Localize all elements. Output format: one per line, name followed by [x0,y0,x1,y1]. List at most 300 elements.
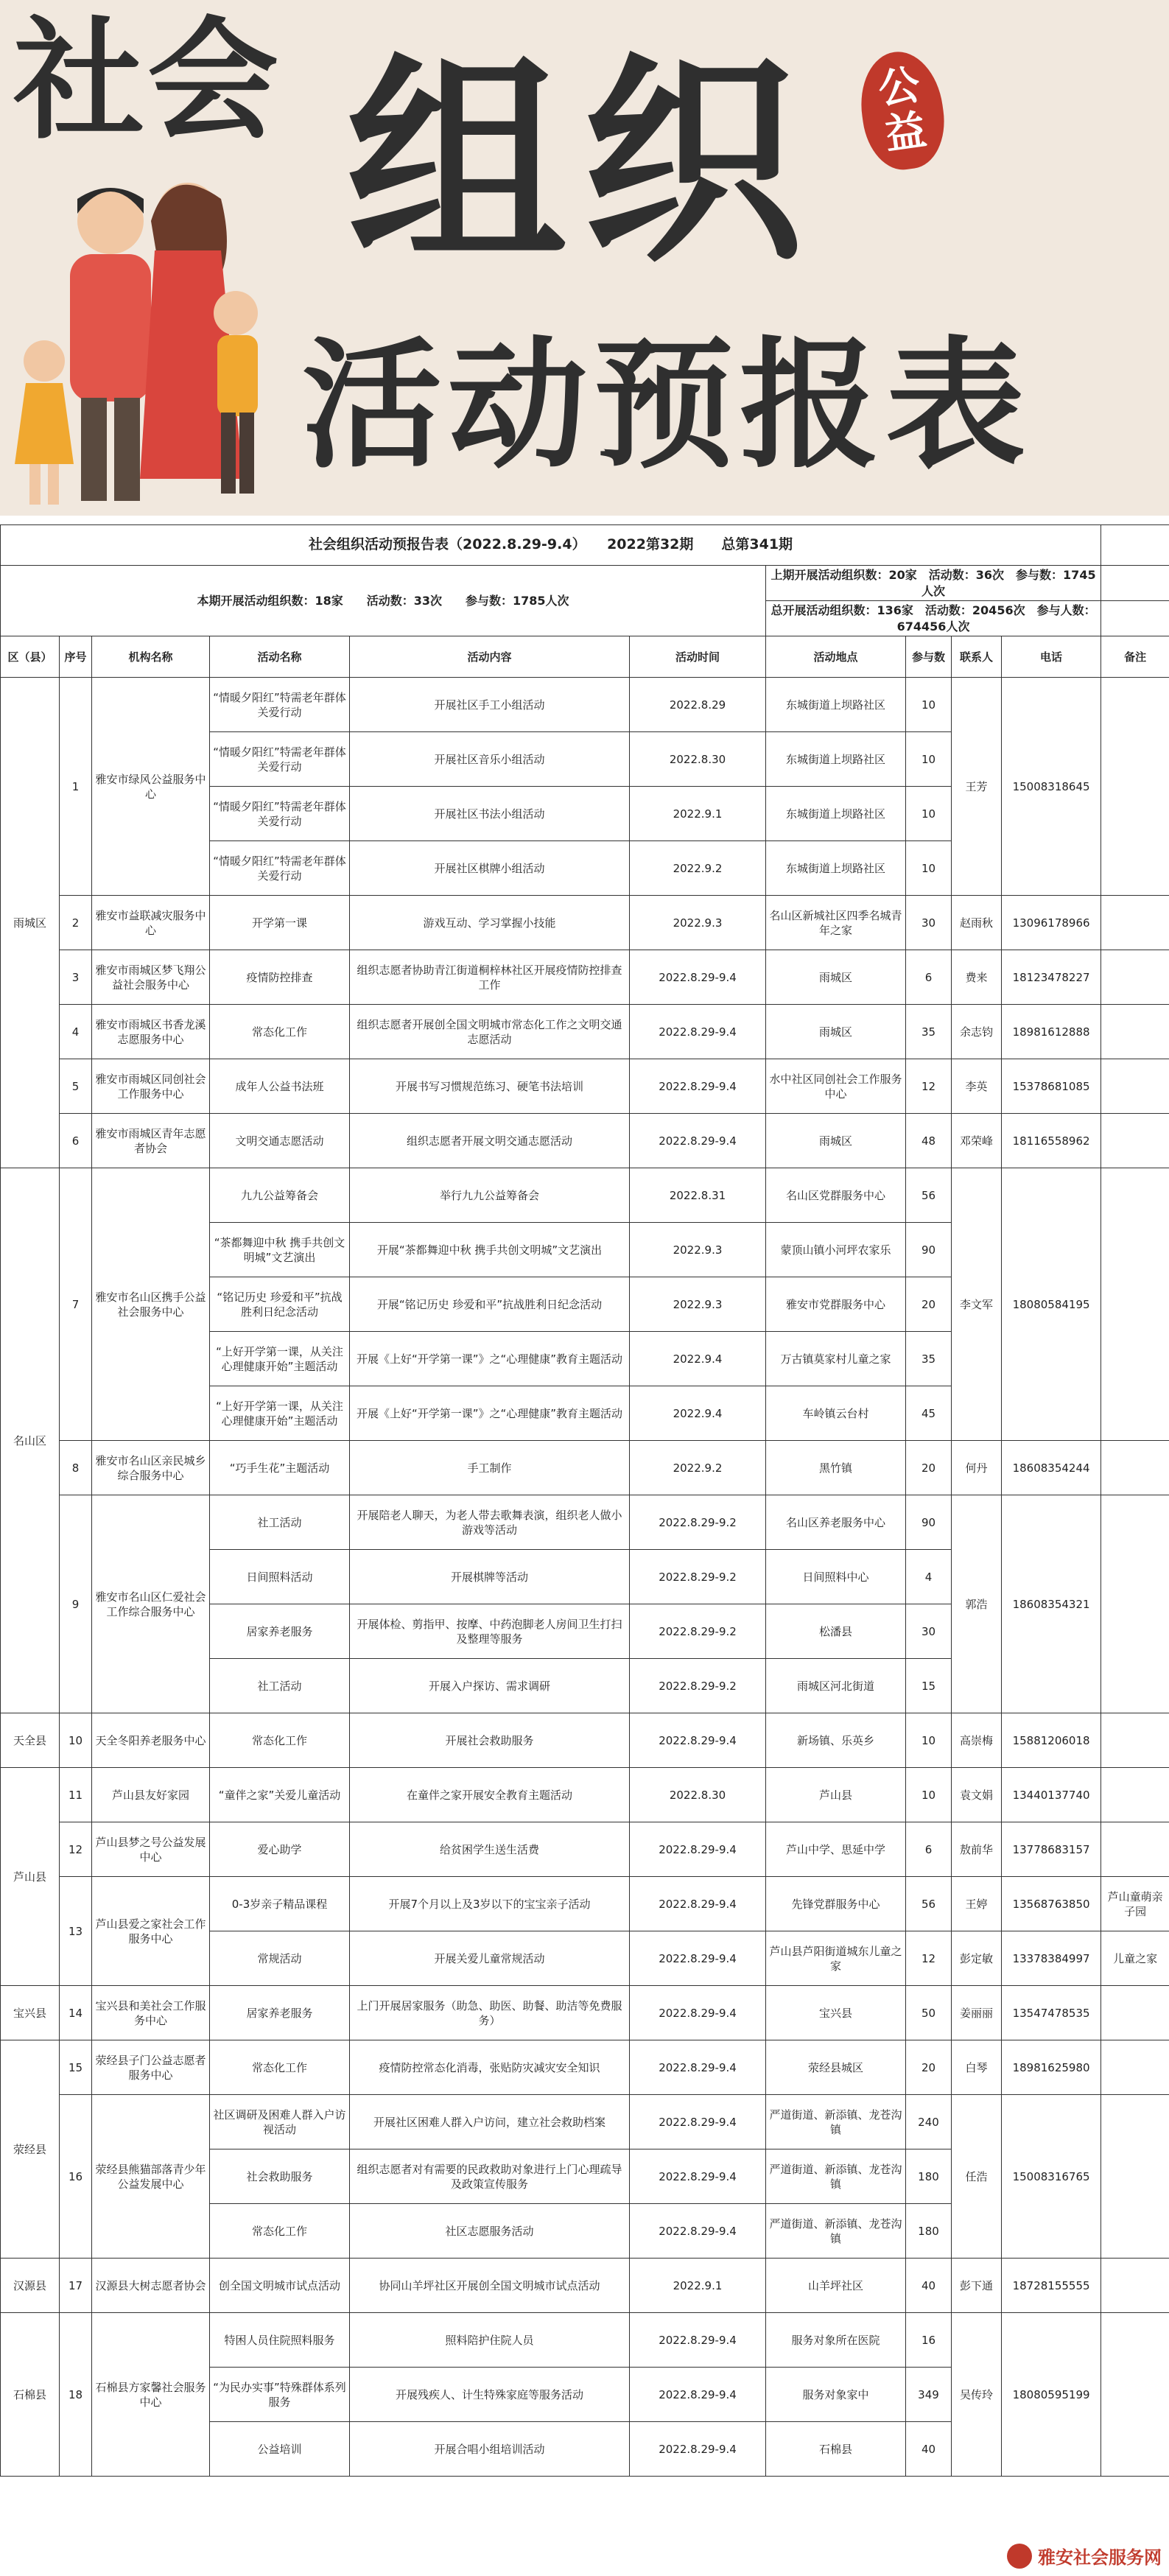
cell-note [1101,1005,1169,1059]
cell-phone: 18116558962 [1002,1114,1101,1168]
cell-content: 在童伴之家开展安全教育主题活动 [350,1768,630,1822]
cell-name: 开学第一课 [210,896,350,950]
cell-no: 17 [60,2259,92,2313]
cell-name: “上好开学第一课，从关注心理健康开始”主题活动 [210,1386,350,1441]
cell-phone: 13096178966 [1002,896,1101,950]
cell-time: 2022.8.29 [630,678,766,732]
cell-org: 雅安市名山区仁爱社会工作综合服务中心 [92,1495,210,1713]
cell-place: 石棉县 [766,2422,906,2477]
cell-name: 常态化工作 [210,1005,350,1059]
banner-title-line1: 社会 [13,3,281,157]
cell-note [1101,2095,1169,2259]
cell-content: 游戏互动、学习掌握小技能 [350,896,630,950]
cell-note [1101,1986,1169,2040]
cell-count: 6 [906,950,952,1005]
table-row [1,1713,1169,1768]
cell-contact: 何丹 [952,1441,1002,1495]
cell-name: 社工活动 [210,1659,350,1713]
cell-content: 开展合唱小组培训活动 [350,2422,630,2477]
activity-table [0,524,1169,2477]
cell-content: 开展社区困难人群入户访问，建立社会救助档案 [350,2095,630,2149]
cell-content: 开展书写习惯规范练习、硬笔书法培训 [350,1059,630,1114]
cell-place: 严道街道、新添镇、龙苍沟镇 [766,2149,906,2204]
charity-seal [854,46,950,175]
cell-count: 90 [906,1223,952,1277]
cell-contact: 余志钧 [952,1005,1002,1059]
cell-time: 2022.9.4 [630,1386,766,1441]
table-row [1,678,1169,732]
cell-place: 东城街道上坝路社区 [766,841,906,896]
cell-county: 汉源县 [1,2259,60,2313]
cell-place: 东城街道上坝路社区 [766,787,906,841]
cell-note [1101,950,1169,1005]
cell-county: 名山区 [1,1168,60,1713]
cell-name: 创全国文明城市试点活动 [210,2259,350,2313]
cell-note: 儿童之家 [1101,1931,1169,1986]
cell-count: 56 [906,1168,952,1223]
cell-count: 180 [906,2204,952,2259]
cell-time: 2022.8.29-9.4 [630,2095,766,2149]
cell-note [1101,1168,1169,1441]
cell-time: 2022.8.31 [630,1168,766,1223]
col-header-no: 序号 [60,636,92,678]
table-row [1,896,1169,950]
cell-place: 万古镇莫家村儿童之家 [766,1332,906,1386]
cell-org: 宝兴县和美社会工作服务中心 [92,1986,210,2040]
cell-name: 社工活动 [210,1495,350,1550]
cell-no: 11 [60,1768,92,1822]
cell-note [1101,2040,1169,2095]
cell-contact: 王芳 [952,678,1002,896]
cell-contact: 李文军 [952,1168,1002,1441]
cell-no: 7 [60,1168,92,1441]
cell-time: 2022.8.29-9.4 [630,1713,766,1768]
cell-count: 35 [906,1332,952,1386]
cell-count: 10 [906,678,952,732]
cell-content: 组织志愿者开展创全国文明城市常态化工作之文明交通志愿活动 [350,1005,630,1059]
cell-name: 社区调研及困难人群入户访视活动 [210,2095,350,2149]
cell-count: 50 [906,1986,952,2040]
cell-phone: 18728155555 [1002,2259,1101,2313]
cell-count: 349 [906,2368,952,2422]
banner [0,0,1169,516]
cell-contact: 彭定敏 [952,1931,1002,1986]
cell-no: 2 [60,896,92,950]
col-header-contact: 联系人 [952,636,1002,678]
cell-note [1101,1822,1169,1877]
cell-note [1101,1713,1169,1768]
cell-no: 1 [60,678,92,896]
cell-name: 爱心助学 [210,1822,350,1877]
cell-phone: 18080595199 [1002,2313,1101,2477]
cell-name: “铭记历史 珍爱和平”抗战胜利日纪念活动 [210,1277,350,1332]
cell-time: 2022.8.29-9.2 [630,1604,766,1659]
cell-org: 雅安市名山区携手公益社会服务中心 [92,1168,210,1441]
col-header-name: 活动名称 [210,636,350,678]
cell-phone: 13440137740 [1002,1768,1101,1822]
table-row [1,1059,1169,1114]
col-header-note: 备注 [1101,636,1169,678]
cell-time: 2022.9.2 [630,841,766,896]
cell-place: 松潘县 [766,1604,906,1659]
cell-time: 2022.8.29-9.2 [630,1550,766,1604]
cell-place: 雨城区 [766,1114,906,1168]
cell-note [1101,1114,1169,1168]
cell-no: 13 [60,1877,92,1986]
cell-note [1101,896,1169,950]
seal-text-top: 公 [875,61,923,115]
cell-name: “童伴之家”关爱儿童活动 [210,1768,350,1822]
cell-content: 开展棋牌等活动 [350,1550,630,1604]
cell-time: 2022.9.2 [630,1441,766,1495]
cell-name: “上好开学第一课，从关注心理健康开始”主题活动 [210,1332,350,1386]
cell-no: 16 [60,2095,92,2259]
cell-contact: 赵雨秋 [952,896,1002,950]
cell-no: 4 [60,1005,92,1059]
cell-place: 水中社区同创社会工作服务中心 [766,1059,906,1114]
cell-count: 12 [906,1931,952,1986]
cell-count: 10 [906,841,952,896]
cell-no: 18 [60,2313,92,2477]
cell-time: 2022.8.29-9.4 [630,2040,766,2095]
cell-name: “情暖夕阳红”特需老年群体关爱行动 [210,732,350,787]
cell-count: 56 [906,1877,952,1931]
cell-place: 雨城区 [766,950,906,1005]
cell-time: 2022.8.29-9.4 [630,1877,766,1931]
cell-phone: 13568763850 [1002,1877,1101,1931]
cell-content: 开展“茶都舞迎中秋 携手共创文明城”文艺演出 [350,1223,630,1277]
banner-title-line3: 活动预报表 [302,323,1032,487]
cell-no: 15 [60,2040,92,2095]
cell-content: 社区志愿服务活动 [350,2204,630,2259]
cell-place: 蒙顶山镇小河坪农家乐 [766,1223,906,1277]
cell-note [1101,1059,1169,1114]
cell-place: 名山区养老服务中心 [766,1495,906,1550]
cell-org: 芦山县梦之号公益发展中心 [92,1822,210,1877]
cell-count: 35 [906,1005,952,1059]
cell-content: 开展关爱儿童常规活动 [350,1931,630,1986]
cell-name: 特困人员住院照料服务 [210,2313,350,2368]
cell-content: 开展社区手工小组活动 [350,678,630,732]
cell-org: 天全冬阳养老服务中心 [92,1713,210,1768]
cell-phone: 18608354244 [1002,1441,1101,1495]
cell-name: “情暖夕阳红”特需老年群体关爱行动 [210,787,350,841]
summary-row-1 [1,566,1169,601]
cell-time: 2022.8.29-9.4 [630,950,766,1005]
cell-name: “巧手生花”主题活动 [210,1441,350,1495]
cell-time: 2022.8.29-9.4 [630,1931,766,1986]
cell-place: 严道街道、新添镇、龙苍沟镇 [766,2204,906,2259]
cell-no: 6 [60,1114,92,1168]
cell-org: 荥经县子门公益志愿者服务中心 [92,2040,210,2095]
cell-count: 20 [906,2040,952,2095]
cell-count: 40 [906,2422,952,2477]
cell-place: 车岭镇云台村 [766,1386,906,1441]
cell-phone: 18981625980 [1002,2040,1101,2095]
cell-contact: 郭浩 [952,1495,1002,1713]
table-title: 社会组织活动预报告表（2022.8.29-9.4） 2022第32期 总第341期 [1,525,1101,566]
brand-logo-icon [1007,2544,1032,2569]
cell-phone: 18608354321 [1002,1495,1101,1713]
cell-time: 2022.9.1 [630,787,766,841]
cell-name: 公益培训 [210,2422,350,2477]
cell-count: 20 [906,1277,952,1332]
cell-content: 疫情防控常态化消毒，张贴防灾减灾安全知识 [350,2040,630,2095]
family-illustration [0,169,309,516]
cell-name: 成年人公益书法班 [210,1059,350,1114]
table-title-row [1,525,1169,566]
cell-count: 12 [906,1059,952,1114]
cell-content: 开展社区棋牌小组活动 [350,841,630,896]
cell-contact: 邓荣峰 [952,1114,1002,1168]
cell-place: 黑竹镇 [766,1441,906,1495]
cell-content: 举行九九公益筹备会 [350,1168,630,1223]
cell-name: 疫情防控排查 [210,950,350,1005]
cell-place: 芦山县 [766,1768,906,1822]
cell-note [1101,1495,1169,1713]
cell-time: 2022.8.29-9.4 [630,2149,766,2204]
cell-phone: 15008318645 [1002,678,1101,896]
cell-org: 雅安市名山区亲民城乡综合服务中心 [92,1441,210,1495]
table-title-blank [1101,525,1169,566]
cell-org: 芦山县爱之家社会工作服务中心 [92,1877,210,1986]
cell-org: 雅安市益联减灾服务中心 [92,896,210,950]
cell-place: 先锋党群服务中心 [766,1877,906,1931]
cell-place: 严道街道、新添镇、龙苍沟镇 [766,2095,906,2149]
cell-content: 开展社区音乐小组活动 [350,732,630,787]
cell-phone: 13547478535 [1002,1986,1101,2040]
cell-name: 常态化工作 [210,2204,350,2259]
cell-no: 8 [60,1441,92,1495]
table-row [1,2313,1169,2368]
cell-time: 2022.8.29-9.4 [630,1059,766,1114]
cell-time: 2022.9.3 [630,1223,766,1277]
cell-content: 开展7个月以上及3岁以下的宝宝亲子活动 [350,1877,630,1931]
cell-count: 16 [906,2313,952,2368]
cell-org: 荥经县熊猫部落青少年公益发展中心 [92,2095,210,2259]
table-row [1,1441,1169,1495]
cell-content: 开展体检、剪指甲、按摩、中药泡脚老人房间卫生打扫及整理等服务 [350,1604,630,1659]
table-row [1,1986,1169,2040]
cell-org: 汉源县大树志愿者协会 [92,2259,210,2313]
cell-contact: 李英 [952,1059,1002,1114]
cell-content: 开展社区书法小组活动 [350,787,630,841]
table-row [1,1768,1169,1822]
cell-place: 服务对象所在医院 [766,2313,906,2368]
cell-place: 名山区新城社区四季名城青年之家 [766,896,906,950]
cell-content: 组织志愿者对有需要的民政救助对象进行上门心理疏导及政策宣传服务 [350,2149,630,2204]
cell-name: 常规活动 [210,1931,350,1986]
cell-count: 45 [906,1386,952,1441]
banner-title-line2: 组织 [346,32,818,292]
footer-brand [1007,2543,1162,2569]
cell-content: 组织志愿者协助青江街道桐梓林社区开展疫情防控排查工作 [350,950,630,1005]
cell-contact: 敖前华 [952,1822,1002,1877]
cell-count: 4 [906,1550,952,1604]
cell-time: 2022.8.29-9.4 [630,1005,766,1059]
cell-count: 90 [906,1495,952,1550]
cell-content: 开展《上好“开学第一课”》之“心理健康”教育主题活动 [350,1332,630,1386]
total-summary: 总开展活动组织数：136家 活动数：20456次 参与人数：674456人次 [766,601,1101,636]
cell-content: 开展“铭记历史 珍爱和平”抗战胜利日纪念活动 [350,1277,630,1332]
cell-place: 雨城区 [766,1005,906,1059]
cell-name: 居家养老服务 [210,1986,350,2040]
table-row [1,1495,1169,1550]
cell-county: 天全县 [1,1713,60,1768]
cell-org: 芦山县友好家园 [92,1768,210,1822]
cell-name: 日间照料活动 [210,1550,350,1604]
cell-place: 雅安市党群服务中心 [766,1277,906,1332]
col-header-time: 活动时间 [630,636,766,678]
cell-time: 2022.9.3 [630,896,766,950]
cell-contact: 彭下通 [952,2259,1002,2313]
cell-phone: 13378384997 [1002,1931,1101,1986]
cell-place: 东城街道上坝路社区 [766,678,906,732]
cell-time: 2022.8.29-9.4 [630,2313,766,2368]
cell-time: 2022.9.1 [630,2259,766,2313]
cell-org: 雅安市绿风公益服务中心 [92,678,210,896]
cell-place: 芦山中学、思延中学 [766,1822,906,1877]
cell-content: 开展《上好“开学第一课”》之“心理健康”教育主题活动 [350,1386,630,1441]
column-header-row [1,636,1169,678]
cell-no: 10 [60,1713,92,1768]
cell-contact: 吴传玲 [952,2313,1002,2477]
cell-count: 20 [906,1441,952,1495]
cell-no: 14 [60,1986,92,2040]
cell-time: 2022.8.30 [630,1768,766,1822]
cell-time: 2022.9.4 [630,1332,766,1386]
cell-count: 40 [906,2259,952,2313]
cell-place: 宝兴县 [766,1986,906,2040]
cell-time: 2022.8.29-9.4 [630,1986,766,2040]
cell-count: 30 [906,1604,952,1659]
cell-phone: 15881206018 [1002,1713,1101,1768]
cell-count: 10 [906,1768,952,1822]
cell-county: 宝兴县 [1,1986,60,2040]
cell-org: 雅安市雨城区同创社会工作服务中心 [92,1059,210,1114]
cell-place: 名山区党群服务中心 [766,1168,906,1223]
table-row [1,1005,1169,1059]
cell-content: 手工制作 [350,1441,630,1495]
summary-blank-2 [1101,601,1169,636]
table-row [1,2259,1169,2313]
cell-count: 6 [906,1822,952,1877]
cell-name: 社会救助服务 [210,2149,350,2204]
cell-name: 0-3岁亲子精品课程 [210,1877,350,1931]
cell-name: 常态化工作 [210,1713,350,1768]
cell-contact: 王婷 [952,1877,1002,1931]
cell-time: 2022.8.29-9.4 [630,2204,766,2259]
cell-content: 协同山羊坪社区开展创全国文明城市试点活动 [350,2259,630,2313]
cell-time: 2022.8.29-9.2 [630,1495,766,1550]
cell-count: 10 [906,1713,952,1768]
cell-county: 芦山县 [1,1768,60,1986]
col-header-phone: 电话 [1002,636,1101,678]
cell-contact: 袁文娟 [952,1768,1002,1822]
table-row [1,950,1169,1005]
cell-count: 180 [906,2149,952,2204]
summary-blank-1 [1101,566,1169,601]
brand-name: 雅安社会服务网 [1038,2547,1162,2568]
cell-place: 服务对象家中 [766,2368,906,2422]
cell-county: 荥经县 [1,2040,60,2259]
cell-time: 2022.8.29-9.2 [630,1659,766,1713]
cell-content: 给贫困学生送生活费 [350,1822,630,1877]
cell-content: 开展残疾人、计生特殊家庭等服务活动 [350,2368,630,2422]
table-row [1,1114,1169,1168]
cell-org: 雅安市雨城区青年志愿者协会 [92,1114,210,1168]
cell-time: 2022.8.29-9.4 [630,2368,766,2422]
cell-name: 文明交通志愿活动 [210,1114,350,1168]
cell-phone: 15378681085 [1002,1059,1101,1114]
col-header-org: 机构名称 [92,636,210,678]
cell-county: 石棉县 [1,2313,60,2477]
current-summary: 本期开展活动组织数：18家 活动数：33次 参与数：1785人次 [1,566,766,636]
table-row [1,1168,1169,1223]
cell-content: 组织志愿者开展文明交通志愿活动 [350,1114,630,1168]
cell-place: 荥经县城区 [766,2040,906,2095]
cell-place: 日间照料中心 [766,1550,906,1604]
cell-place: 新场镇、乐英乡 [766,1713,906,1768]
cell-place: 芦山县芦阳街道城东儿童之家 [766,1931,906,1986]
cell-count: 10 [906,732,952,787]
cell-note [1101,1441,1169,1495]
cell-content: 上门开展居家服务（助急、助医、助餐、助洁等免费服务） [350,1986,630,2040]
cell-content: 开展陪老人聊天，为老人带去歌舞表演，组织老人做小游戏等活动 [350,1495,630,1550]
cell-name: 居家养老服务 [210,1604,350,1659]
cell-count: 30 [906,896,952,950]
cell-note [1101,1768,1169,1822]
seal-text-bottom: 益 [881,106,930,160]
cell-contact: 费来 [952,950,1002,1005]
cell-time: 2022.8.29-9.4 [630,1114,766,1168]
cell-place: 雨城区河北街道 [766,1659,906,1713]
table-row [1,2040,1169,2095]
cell-org: 雅安市雨城区梦飞翔公益社会服务中心 [92,950,210,1005]
cell-phone: 18981612888 [1002,1005,1101,1059]
cell-no: 3 [60,950,92,1005]
cell-name: “茶都舞迎中秋 携手共创文明城”文艺演出 [210,1223,350,1277]
cell-contact: 高崇梅 [952,1713,1002,1768]
cell-name: “情暖夕阳红”特需老年群体关爱行动 [210,678,350,732]
cell-phone: 18123478227 [1002,950,1101,1005]
cell-contact: 任浩 [952,2095,1002,2259]
cell-no: 9 [60,1495,92,1713]
cell-place: 山羊坪社区 [766,2259,906,2313]
table-row [1,2095,1169,2149]
table-row [1,1877,1169,1931]
cell-time: 2022.8.29-9.4 [630,1822,766,1877]
cell-content: 开展入户探访、需求调研 [350,1659,630,1713]
table-row [1,1822,1169,1877]
cell-org: 雅安市雨城区书香龙溪志愿服务中心 [92,1005,210,1059]
cell-no: 12 [60,1822,92,1877]
cell-county: 雨城区 [1,678,60,1168]
cell-note [1101,2313,1169,2477]
cell-note: 芦山童萌亲子园 [1101,1877,1169,1931]
cell-time: 2022.8.30 [630,732,766,787]
col-header-count: 参与数 [906,636,952,678]
cell-note [1101,2259,1169,2313]
cell-time: 2022.9.3 [630,1277,766,1332]
cell-place: 东城街道上坝路社区 [766,732,906,787]
cell-contact: 白琴 [952,2040,1002,2095]
cell-name: 九九公益筹备会 [210,1168,350,1223]
col-header-county: 区（县） [1,636,60,678]
cell-count: 10 [906,787,952,841]
cell-count: 15 [906,1659,952,1713]
col-header-content: 活动内容 [350,636,630,678]
